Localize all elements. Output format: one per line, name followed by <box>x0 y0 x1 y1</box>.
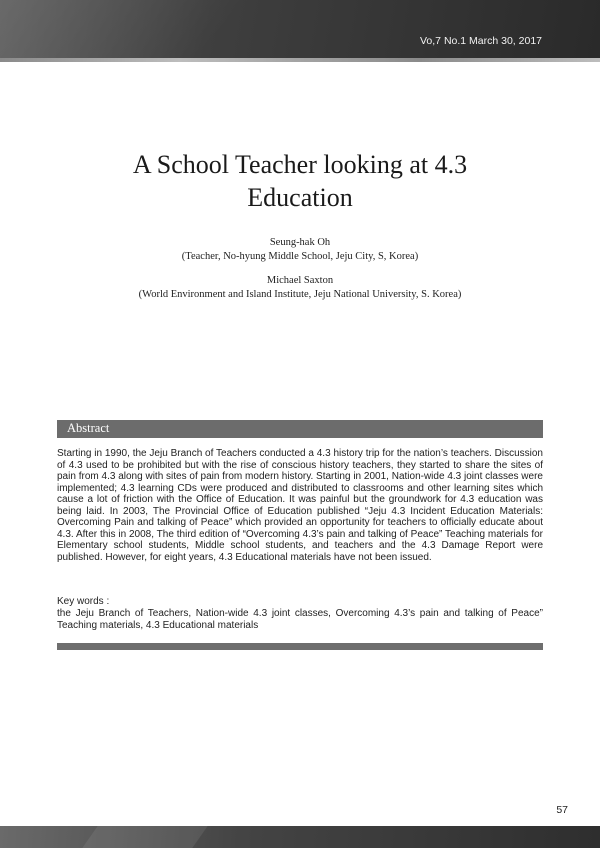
footer-band-highlight <box>82 826 207 848</box>
author-affiliation: (World Environment and Island Institute, Jeju National University, S. Korea) <box>138 289 462 300</box>
author-affiliation: (Teacher, No-hyung Middle School, Jeju City, S, Korea) <box>181 251 419 262</box>
issue-info: Vo,7 No.1 March 30, 2017 <box>420 35 542 47</box>
section-divider <box>57 643 543 650</box>
author-block-1 <box>40 236 560 264</box>
footer-band <box>0 826 600 848</box>
header-band-highlight <box>0 0 240 58</box>
header-rule <box>0 58 600 62</box>
author-block-2 <box>40 274 560 302</box>
title-line-1: A School Teacher looking at 4.3 <box>132 150 468 179</box>
page-number: 57 <box>556 804 568 816</box>
keywords-heading: Key words : <box>57 596 110 607</box>
keywords-text: the Jeju Branch of Teachers, Nation-wide 4.3 joint classes, Overcoming 4.3’s pain and talking of Peace” Teaching materials, 4.3 Educational materials <box>57 608 543 631</box>
title-line-2: Education <box>247 183 353 212</box>
abstract-heading-bar <box>57 420 543 438</box>
paper-title <box>60 148 540 214</box>
author-name: Michael Saxton <box>266 275 334 286</box>
author-name: Seung-hak Oh <box>269 237 331 248</box>
abstract-heading: Abstract <box>67 421 110 435</box>
abstract-text: Starting in 1990, the Jeju Branch of Teachers conducted a 4.3 history trip for the nation’s teachers. Discussion of 4.3 used to be prohibited but with the rise of conscious history teachers, they started to share the sites of pain from 4.3 along with sites of pain from modern history. Starting in 2001, Nation-wide 4.3 joint classes were implemented; 4.3 learning CDs were produced and distributed to classrooms and other learning sites which cause a lot of friction with the Office of Education. It was painful but the groundwork for 4.3 education was being laid. In 2003, The Provincial Office of Education published “Jeju 4.3 Incident Education Materials: Overcoming Pain and talking of Peace” which provided an opportunity for teachers to officially educate about 4.3. After this in 2008, The third edition of “Overcoming 4.3’s pain and talking of Peace” Teaching materials for Elementary school students, Middle school students, and teachers and the 4.3 Damage Report were published. However, for eight years, 4.3 Educational materials have not been issued. <box>57 448 543 563</box>
header-band <box>0 0 600 58</box>
